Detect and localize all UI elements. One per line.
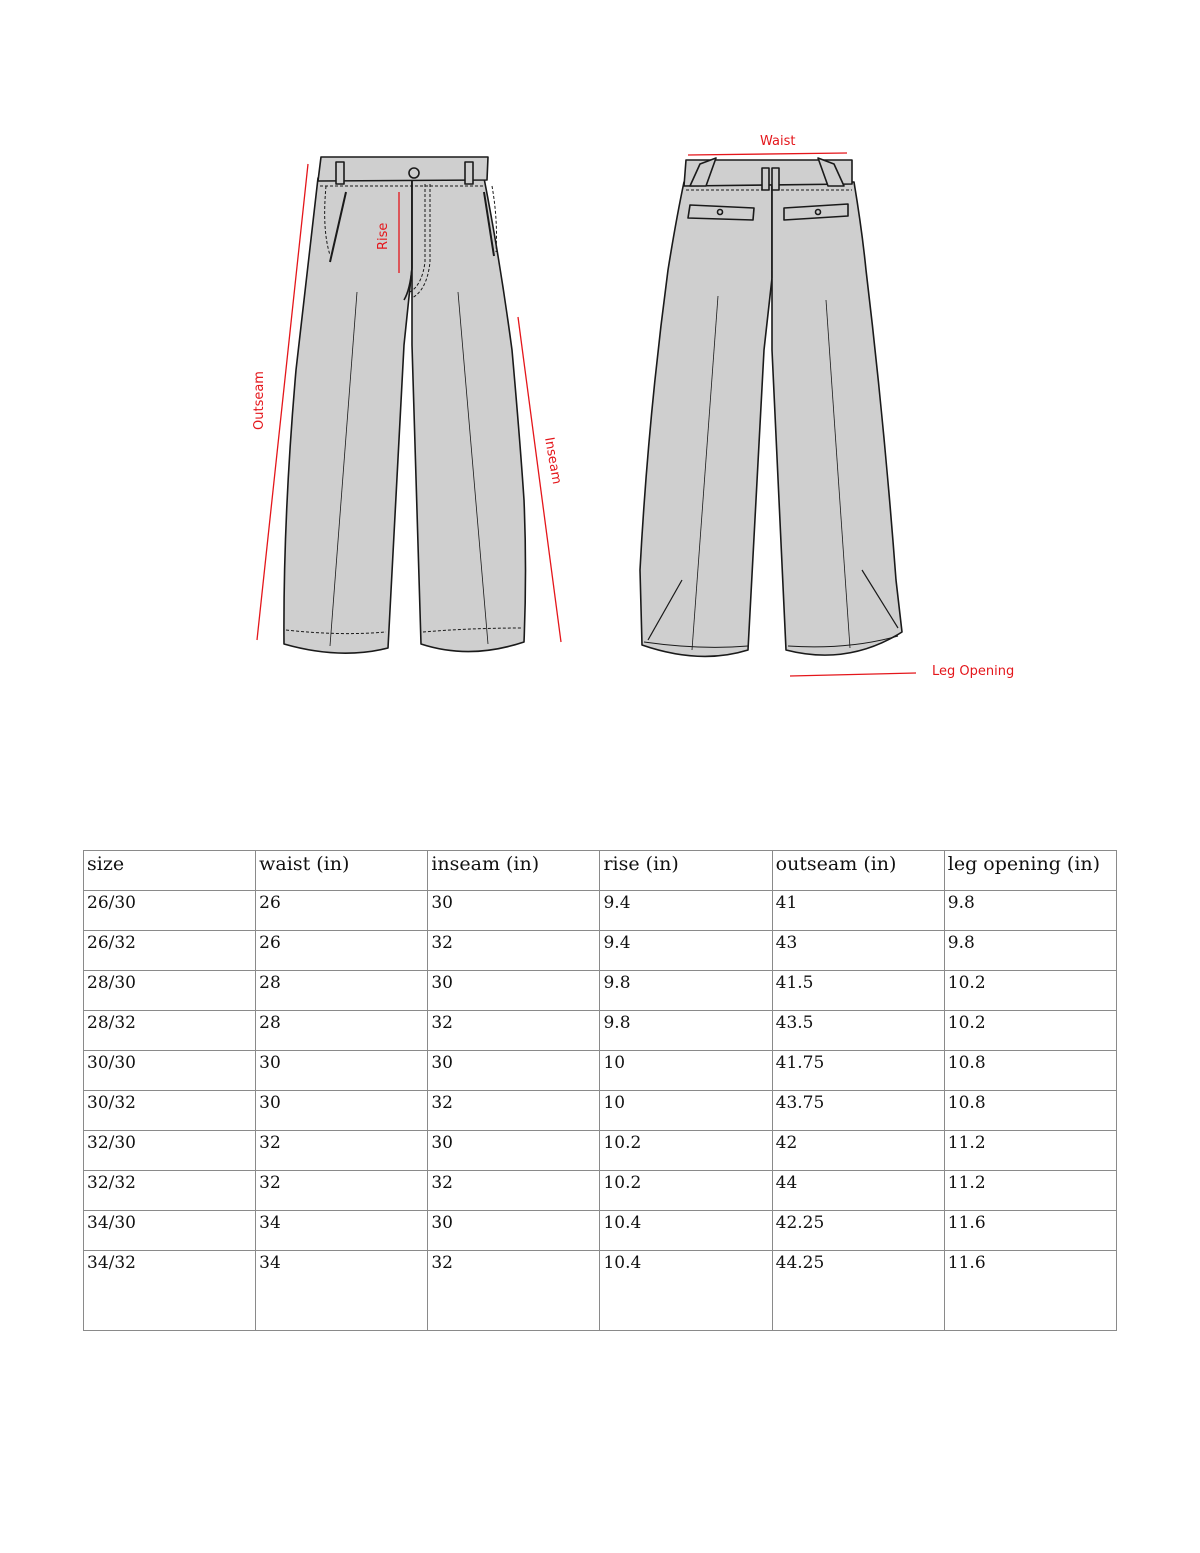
cell-outseam: 41.5 — [772, 971, 944, 1011]
cell-outseam: 42 — [772, 1131, 944, 1171]
cell-rise: 10.4 — [600, 1211, 772, 1251]
cell-outseam: 44.25 — [772, 1251, 944, 1331]
cell-leg-opening: 11.2 — [944, 1131, 1116, 1171]
table-header-row — [84, 851, 1117, 891]
pants-front-view — [284, 157, 526, 653]
cell-leg-opening: 10.2 — [944, 971, 1116, 1011]
cell-inseam: 30 — [428, 971, 600, 1011]
header-outseam: outseam (in) — [772, 851, 944, 891]
rise-label: Rise — [376, 222, 391, 250]
table-row — [84, 1251, 1117, 1331]
header-leg-opening: leg opening (in) — [944, 851, 1116, 891]
cell-inseam: 32 — [428, 1011, 600, 1051]
table-row — [84, 931, 1117, 971]
table-row — [84, 1211, 1117, 1251]
cell-waist: 26 — [256, 931, 428, 971]
table-row — [84, 1051, 1117, 1091]
inseam-label: Inseam — [541, 436, 565, 486]
cell-waist: 28 — [256, 1011, 428, 1051]
cell-rise: 10 — [600, 1091, 772, 1131]
cell-waist: 34 — [256, 1211, 428, 1251]
cell-rise: 9.8 — [600, 971, 772, 1011]
cell-rise: 10.2 — [600, 1131, 772, 1171]
cell-rise: 10.2 — [600, 1171, 772, 1211]
pants-measurement-diagram — [0, 0, 1200, 720]
cell-inseam: 30 — [428, 1211, 600, 1251]
table-row — [84, 1091, 1117, 1131]
cell-rise: 9.4 — [600, 891, 772, 931]
table-row — [84, 1171, 1117, 1211]
table-row — [84, 971, 1117, 1011]
cell-outseam: 42.25 — [772, 1211, 944, 1251]
size-chart-table — [83, 850, 1117, 1331]
cell-leg-opening: 9.8 — [944, 891, 1116, 931]
cell-inseam: 30 — [428, 1051, 600, 1091]
cell-rise: 10.4 — [600, 1251, 772, 1331]
table-row — [84, 1131, 1117, 1171]
cell-rise: 10 — [600, 1051, 772, 1091]
cell-outseam: 43.75 — [772, 1091, 944, 1131]
table-row — [84, 1011, 1117, 1051]
header-waist: waist (in) — [256, 851, 428, 891]
cell-outseam: 41.75 — [772, 1051, 944, 1091]
cell-waist: 30 — [256, 1091, 428, 1131]
cell-waist: 30 — [256, 1051, 428, 1091]
cell-leg-opening: 9.8 — [944, 931, 1116, 971]
cell-outseam: 43.5 — [772, 1011, 944, 1051]
cell-outseam: 41 — [772, 891, 944, 931]
table-row — [84, 891, 1117, 931]
cell-inseam: 32 — [428, 1091, 600, 1131]
cell-leg-opening: 10.8 — [944, 1051, 1116, 1091]
cell-size: 32/30 — [84, 1131, 256, 1171]
cell-outseam: 43 — [772, 931, 944, 971]
cell-leg-opening: 11.6 — [944, 1251, 1116, 1331]
cell-size: 28/32 — [84, 1011, 256, 1051]
cell-leg-opening: 10.8 — [944, 1091, 1116, 1131]
waist-measure-line — [688, 153, 847, 155]
cell-waist: 32 — [256, 1171, 428, 1211]
cell-rise: 9.4 — [600, 931, 772, 971]
leg-opening-measure-line — [790, 673, 916, 676]
cell-inseam: 32 — [428, 931, 600, 971]
cell-size: 32/32 — [84, 1171, 256, 1211]
cell-waist: 34 — [256, 1251, 428, 1331]
cell-size: 30/30 — [84, 1051, 256, 1091]
header-rise: rise (in) — [600, 851, 772, 891]
cell-inseam: 32 — [428, 1171, 600, 1211]
cell-inseam: 32 — [428, 1251, 600, 1331]
header-inseam: inseam (in) — [428, 851, 600, 891]
cell-size: 34/30 — [84, 1211, 256, 1251]
cell-inseam: 30 — [428, 891, 600, 931]
waist-label: Waist — [760, 134, 796, 149]
cell-inseam: 30 — [428, 1131, 600, 1171]
pants-back-view — [640, 158, 902, 656]
leg-opening-label: Leg Opening — [932, 664, 1015, 679]
cell-rise: 9.8 — [600, 1011, 772, 1051]
cell-size: 30/32 — [84, 1091, 256, 1131]
cell-size: 26/32 — [84, 931, 256, 971]
cell-waist: 26 — [256, 891, 428, 931]
header-size: size — [84, 851, 256, 891]
outseam-label: Outseam — [252, 371, 267, 430]
cell-size: 34/32 — [84, 1251, 256, 1331]
cell-waist: 32 — [256, 1131, 428, 1171]
cell-size: 26/30 — [84, 891, 256, 931]
cell-outseam: 44 — [772, 1171, 944, 1211]
cell-waist: 28 — [256, 971, 428, 1011]
cell-leg-opening: 11.2 — [944, 1171, 1116, 1211]
cell-leg-opening: 10.2 — [944, 1011, 1116, 1051]
cell-leg-opening: 11.6 — [944, 1211, 1116, 1251]
cell-size: 28/30 — [84, 971, 256, 1011]
